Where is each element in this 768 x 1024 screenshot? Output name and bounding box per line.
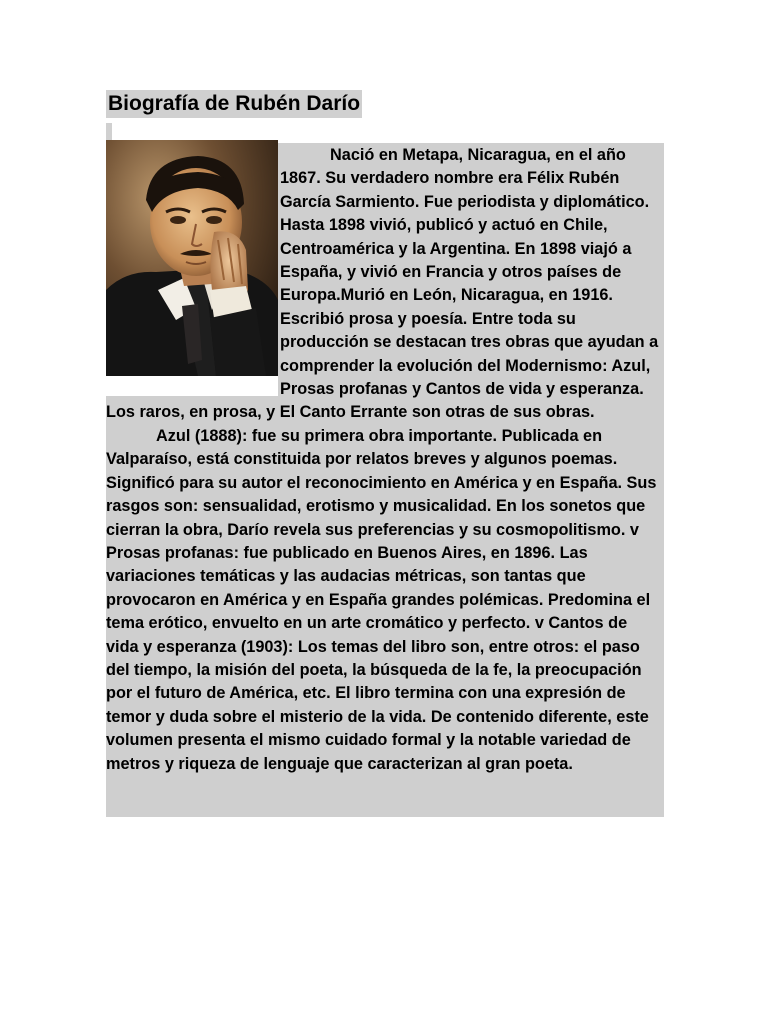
paragraph-text: Nació en Metapa, Nicaragua, en el año 1867. Su verdadero nombre era Félix Rubén García Sarmiento. Fue periodista y diplomático. Hasta 1898 vivió, publicó y actuó en Chile, Centroamérica y la Argentina. En 1898 viajó a España, y vivió en Francia y otros países de Europa.Murió en León, Nicaragua, en 1916. Escribió prosa y poesía. Entre toda su producción se destacan tres obras que ayudan a comprender la evolución del Modernismo: Azul, Prosas profanas y Cantos de vida y esperanza. Los raros, en prosa, y El Canto Errante son otras de sus obras. — [106, 146, 659, 422]
page-title: Biografía de Rubén Darío — [106, 90, 362, 118]
text-cursor-mark — [106, 123, 112, 140]
portrait-text-wrap-space — [106, 144, 280, 396]
paragraph-text: Azul (1888): fue su primera obra importante. Publicada en Valparaíso, está constituida por relatos breves y algunos poemas. Significó para su autor el reconocimiento en América y en España. Sus rasgos son: sensualidad, erotismo y musicalidad. En los sonetos que cierran la obra, Darío revela sus preferencias y su cosmopolitismo. v Prosas profanas: fue publicado en Buenos Aires, en 1896. Las variaciones temáticas y las audacias métricas, son tantas que provocaron en América y en España grandes polémicas. Predomina el tema erótico, envuelto en un arte cromático y perfecto. v Cantos de vida y esperanza (1903): Los temas del libro son, entre otros: el paso del tiempo, la misión del poeta, la búsqueda de la fe, la preocupación por el futuro de América, etc. El libro termina con una expresión de temor y duda sobre el misterio de la vida. De contenido diferente, este volumen presenta el mismo cuidado formal y la notable variedad de metros y riqueza de lenguaje que caracterizan al gran poeta. — [106, 426, 657, 773]
biography-text — [106, 144, 664, 776]
biography-paragraph — [106, 425, 664, 776]
